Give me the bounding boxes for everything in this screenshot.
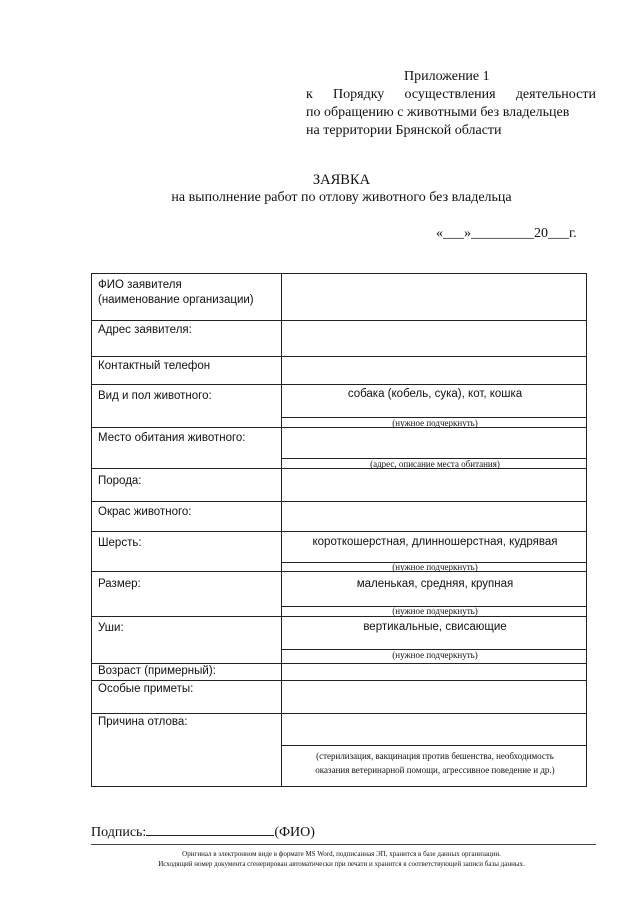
footer-line-1: Оригинал в электронном виде в формате MS Word, подписанная ЭП, хранится в базе данных организации. [182, 850, 501, 858]
date-line: «___»_________20___г. [436, 226, 577, 241]
appendix-word: к [306, 87, 313, 102]
underline-note: (нужное подчеркнуть) [392, 606, 478, 616]
row-line [92, 531, 586, 532]
species-sex-label: Вид и пол животного: [98, 390, 212, 402]
signature-fio: (ФИО) [274, 825, 315, 840]
row-line [92, 384, 586, 385]
ears-options: вертикальные, свисающие [363, 621, 507, 633]
applicant-address-label: Адрес заявителя: [98, 324, 192, 336]
row-line [92, 680, 586, 681]
row-line [281, 745, 586, 746]
phone-label: Контактный телефон [98, 360, 211, 372]
habitat-label: Место обитания животного: [98, 432, 246, 444]
row-line [92, 713, 586, 714]
breed-label: Порода: [98, 475, 142, 487]
underline-note: (нужное подчеркнуть) [392, 562, 478, 572]
document-title: ЗАЯВКА [312, 172, 371, 188]
reason-label: Причина отлова: [98, 716, 188, 728]
row-line [92, 356, 586, 357]
ears-label: Уши: [98, 622, 124, 634]
underline-note: (нужное подчеркнуть) [392, 650, 478, 660]
species-options: собака (кобель, сука), кот, кошка [347, 388, 523, 400]
habitat-note: (адрес, описание места обитания) [370, 459, 500, 469]
coat-label: Шерсть: [98, 537, 142, 549]
reason-note-line-2: оказания ветеринарной помощи, агрессивное поведение и др.) [315, 765, 555, 775]
row-line [92, 501, 586, 502]
appendix-line-2: по обращению с животными без владельцев [306, 105, 570, 120]
signature-label: Подпись: [91, 825, 147, 840]
column-divider [281, 274, 282, 786]
document-subtitle: на выполнение работ по отлову животного без владельца [171, 190, 512, 205]
color-label: Окрас животного: [98, 506, 192, 518]
footer [0, 849, 640, 869]
underline-note: (нужное подчеркнуть) [392, 418, 478, 428]
appendix-line-1 [306, 86, 596, 104]
appendix-title: Приложение 1 [404, 69, 490, 84]
marks-label: Особые приметы: [98, 683, 194, 695]
size-label: Размер: [98, 578, 141, 590]
application-form-table [91, 273, 587, 787]
signature-blank [146, 823, 274, 836]
row-line [92, 320, 586, 321]
appendix-line-3: на территории Брянской области [306, 123, 502, 138]
applicant-org-label: (наименование организации) [98, 294, 254, 306]
footer-line-2: Исходящий номер документа сгенерирован автоматически при печати и хранится в соответствующей записи базы данных. [158, 860, 525, 868]
appendix-word: деятельности [515, 87, 596, 102]
appendix-word: осуществления [404, 87, 496, 102]
footer-divider [91, 844, 596, 845]
size-options: маленькая, средняя, крупная [356, 578, 514, 590]
age-label: Возраст (примерный): [98, 665, 216, 677]
signature-line [91, 823, 315, 841]
appendix-word: Порядку [333, 87, 385, 102]
reason-note-line-1: (стерилизация, вакцинация против бешенства, необходимость [316, 751, 554, 761]
appendix-header [306, 68, 596, 140]
row-line [92, 616, 586, 617]
applicant-name-label: ФИО заявителя [98, 279, 182, 291]
coat-options: короткошерстная, длинношерстная, кудрявая [312, 536, 558, 548]
